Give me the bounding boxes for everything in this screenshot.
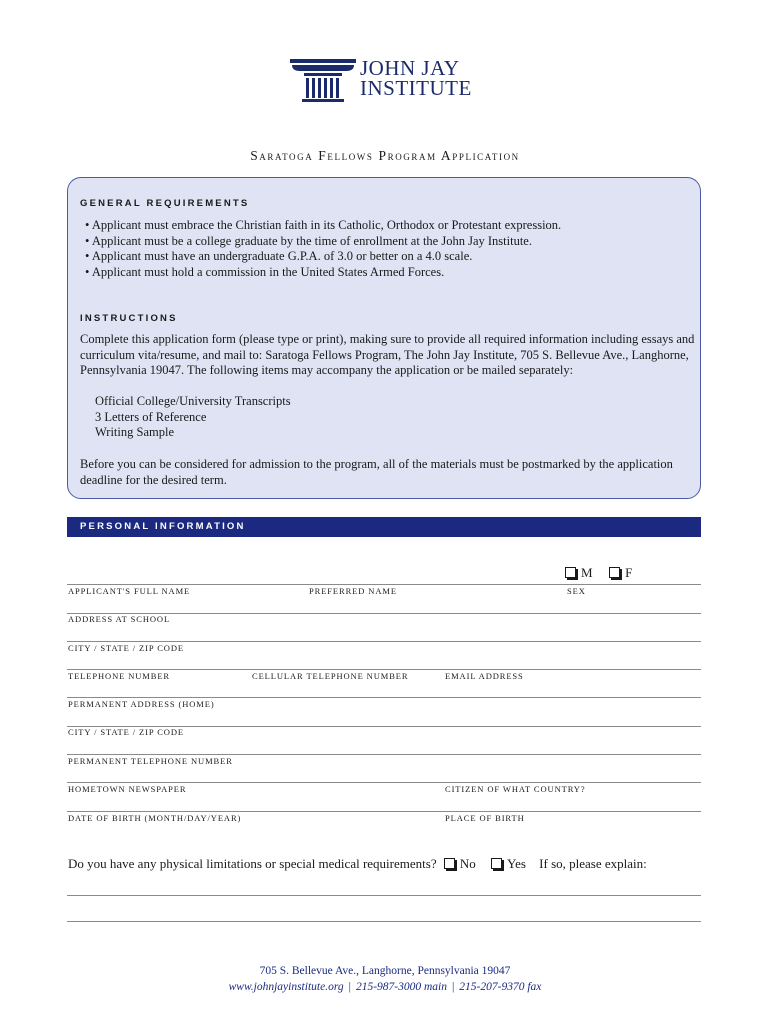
requirement-item: • Applicant must hold a commission in the United States Armed Forces. (85, 265, 561, 281)
requirements-list (85, 218, 561, 280)
medical-yes-label: Yes (506, 856, 526, 871)
footer-phone-main: 215-987-3000 main (355, 981, 447, 993)
footer-separator: | (451, 981, 455, 993)
cellular-label: CELLULAR TELEPHONE NUMBER (252, 671, 409, 681)
logo-text (360, 58, 472, 98)
city-state-zip-school-field[interactable] (67, 641, 701, 642)
accompanying-item: 3 Letters of Reference (95, 409, 207, 424)
logo-line-2: INSTITUTE (360, 76, 472, 100)
medical-no-checkbox[interactable] (444, 858, 455, 869)
sex-m-checkbox[interactable] (565, 567, 576, 578)
footer-address: 705 S. Bellevue Ave., Langhorne, Pennsylvania 19047 (259, 965, 511, 977)
medical-no-label: No (459, 856, 476, 871)
instructions-paragraph: Complete this application form (please type or print), making sure to provide all required information including essays and curriculum vita/resume, and mail to: Saratoga Fellows Program, The John Jay Institute, 705 S. Bellevue Ave., Langhorne, Pennsylvania 19047. The following items may accompany the application or be mailed separately: (80, 332, 695, 377)
medical-explanation-line[interactable] (67, 895, 701, 896)
logo-line-1: JOHN JAY (360, 56, 460, 80)
sex-m-label: M (581, 565, 593, 580)
form-title: Saratoga Fellows Program Application (250, 148, 520, 163)
requirement-item: • Applicant must have an undergraduate G.P.A. of 3.0 or better on a 4.0 scale. (85, 249, 561, 265)
telephone-field[interactable] (67, 669, 701, 670)
permanent-address-field[interactable] (67, 697, 701, 698)
sex-options (565, 565, 632, 581)
accompanying-item: Writing Sample (95, 425, 174, 439)
hometown-newspaper-label: HOMETOWN NEWSPAPER (68, 784, 187, 794)
sex-f-checkbox[interactable] (609, 567, 620, 578)
column-logo-icon (288, 55, 358, 105)
preferred-name-label: PREFERRED NAME (309, 586, 397, 596)
permanent-address-label: PERMANENT ADDRESS (HOME) (68, 699, 215, 709)
citizen-label: CITIZEN OF WHAT COUNTRY? (445, 784, 586, 794)
requirement-item: • Applicant must be a college graduate by the time of enrollment at the John Jay Institute. (85, 234, 561, 250)
footer-contact (0, 981, 770, 993)
footer-phone-fax: 215-207-9370 fax (459, 981, 542, 993)
telephone-label: TELEPHONE NUMBER (68, 671, 170, 681)
accompanying-item: Official College/University Transcripts (95, 394, 291, 408)
instructions-heading: INSTRUCTIONS (80, 313, 178, 324)
email-label: EMAIL ADDRESS (445, 671, 524, 681)
medical-yes-checkbox[interactable] (491, 858, 502, 869)
date-of-birth-label: DATE OF BIRTH (MONTH/DAY/YEAR) (68, 813, 242, 823)
requirement-item: • Applicant must embrace the Christian faith in its Catholic, Orthodox or Protestant expression. (85, 218, 561, 234)
medical-question-row (68, 856, 647, 872)
institute-logo (288, 55, 488, 105)
city-state-zip-label: CITY / STATE / ZIP CODE (68, 643, 184, 653)
general-requirements-heading: GENERAL REQUIREMENTS (80, 198, 250, 209)
permanent-telephone-label: PERMANENT TELEPHONE NUMBER (68, 756, 233, 766)
hometown-newspaper-field[interactable] (67, 782, 701, 783)
footer-website[interactable]: www.johnjayinstitute.org (228, 981, 344, 993)
city-state-zip-home-label: CITY / STATE / ZIP CODE (68, 727, 184, 737)
address-school-label: ADDRESS AT SCHOOL (68, 614, 171, 624)
requirements-panel (67, 177, 701, 499)
place-of-birth-label: PLACE OF BIRTH (445, 813, 525, 823)
accompanying-items-list (95, 394, 291, 441)
footer-separator: | (348, 981, 351, 993)
full-name-field[interactable] (67, 584, 701, 585)
medical-question: Do you have any physical limitations or special medical requirements? (68, 856, 437, 871)
personal-information-heading: PERSONAL INFORMATION (80, 521, 246, 532)
sex-f-label: F (625, 565, 633, 580)
medical-explain-label: If so, please explain: (539, 856, 647, 871)
permanent-telephone-field[interactable] (67, 754, 701, 755)
deadline-note: Before you can be considered for admission to the program, all of the materials must be postmarked by the application deadline for the desired term. (80, 457, 673, 487)
medical-explanation-line[interactable] (67, 921, 701, 922)
date-of-birth-field[interactable] (67, 811, 701, 812)
personal-information-header (67, 517, 701, 537)
sex-label: SEX (567, 586, 586, 596)
full-name-label: APPLICANT'S FULL NAME (68, 586, 191, 596)
